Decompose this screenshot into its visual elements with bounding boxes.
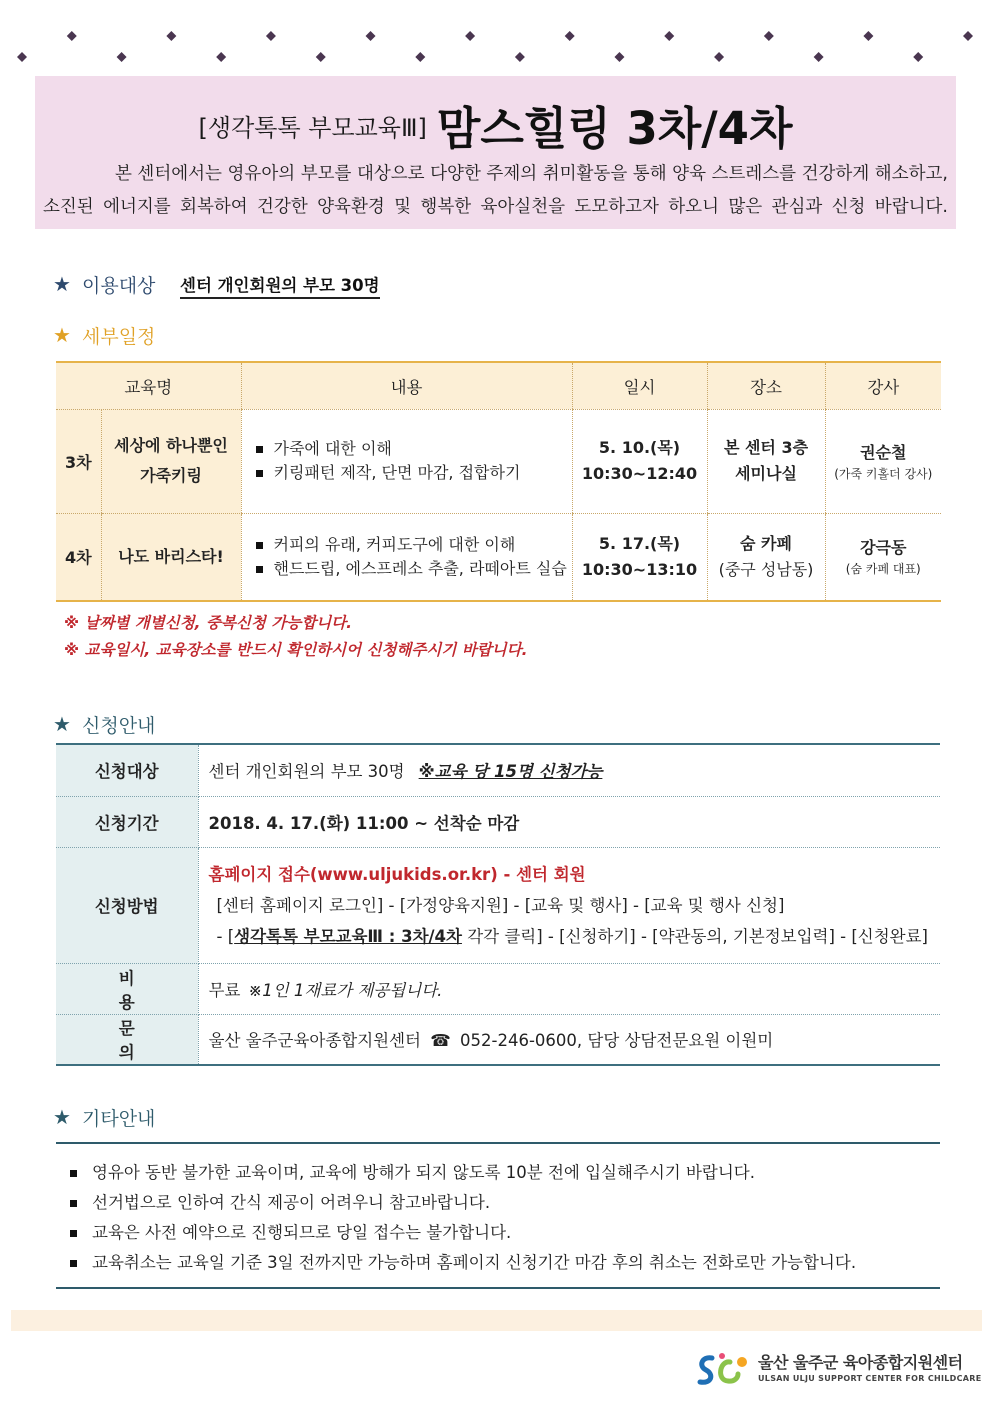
diamond-dot-icon: [366, 31, 376, 41]
cost-value: 무료: [208, 980, 241, 1000]
instructor-note: (가죽 키홀더 강사): [834, 466, 933, 481]
schedule-note: ※ 교육일시, 교육장소를 반드시 확인하시어 신청해주시기 바랍니다.: [64, 641, 528, 659]
target-value: 센터 개인회원의 부모 30명: [180, 272, 380, 299]
intro-line-2: 소진된 에너지를 회복하여 건강한 양육환경 및 행복한 육아실천을 도모하고자 하오니 많은 관심과 신청 바랍니다.: [43, 197, 948, 217]
method-line3-post: 각각 클릭] - [신청하기] - [약관동의, 기본정보입력] - [신청완료]: [461, 926, 928, 946]
etc-item: 영유아 동반 불가한 교육이며, 교육에 방해가 되지 않도록 10분 전에 입실해주시기 바랍니다.: [68, 1158, 940, 1188]
place-line: 본 센터 3층: [723, 438, 809, 457]
header-cell: 강사: [825, 362, 941, 409]
content-cell: [241, 409, 572, 513]
apply-label: 문 의: [56, 1014, 198, 1065]
etc-item: 선거법으로 인하여 간식 제공이 어려우니 참고바랍니다.: [68, 1188, 940, 1218]
instructor-cell: [825, 409, 941, 513]
diamond-dot-icon: [913, 52, 923, 62]
date: 5. 17.(목): [598, 533, 681, 553]
footer-bar: [11, 1310, 982, 1331]
diamond-dot-icon: [465, 31, 475, 41]
diamond-dot-icon: [266, 31, 276, 41]
contact-org: 울산 울주군육아종합지원센터: [208, 1031, 421, 1051]
intro-text: [43, 158, 948, 224]
table-row: [56, 513, 941, 601]
star-icon: ★: [53, 323, 71, 347]
apply-target-note: ※교육 당 15명 신청가능: [418, 762, 603, 782]
org-name: 울산 울주군 육아종합지원센터: [758, 1353, 963, 1372]
instructor-name: 권순철: [860, 442, 907, 462]
org-name-en: ULSAN ULJU SUPPORT CENTER FOR CHILDCARE: [758, 1374, 982, 1383]
diamond-dot-icon: [614, 52, 624, 62]
star-icon: ★: [53, 1105, 71, 1129]
place-line: 숨 카페: [740, 533, 792, 553]
header-cell: 일시: [572, 362, 707, 409]
place-line: (중구 성남동): [718, 559, 814, 579]
star-icon: ★: [53, 272, 71, 296]
etc-item: 교육취소는 교육일 기준 3일 전까지만 가능하며 홈페이지 신청기간 마감 후의 취소는 전화로만 가능합니다.: [68, 1248, 940, 1278]
org-logo: [696, 1350, 982, 1390]
table-row: [56, 796, 940, 847]
method-line3-pre: - [: [216, 926, 235, 946]
table-row: [56, 1014, 940, 1065]
diamond-dot-icon: [415, 52, 425, 62]
apply-label: 신청방법: [56, 847, 198, 963]
diamond-dot-icon: [67, 31, 77, 41]
header-banner: [35, 76, 956, 229]
diamond-dot-icon: [664, 31, 674, 41]
table-row: [56, 744, 940, 796]
diamond-dot-icon: [316, 52, 326, 62]
apply-method-value: [198, 847, 940, 963]
schedule-note: ※ 날짜별 개별신청, 중복신청 가능합니다.: [64, 614, 352, 632]
diamond-dot-icon: [714, 52, 724, 62]
diamond-dot-icon: [17, 52, 27, 62]
apply-label: 신청기간: [56, 796, 198, 847]
diamond-dot-icon: [814, 52, 824, 62]
instructor-note: (숨 카페 대표): [845, 562, 921, 577]
etc-box: [56, 1142, 940, 1289]
content-item: 커피의 유래, 커피도구에 대한 이해: [254, 533, 572, 557]
course-name-line: 세상에 하나뿐인: [114, 436, 228, 455]
apply-title: 신청안내: [82, 715, 156, 737]
diamond-dot-icon: [565, 31, 575, 41]
course-name-cell: [101, 409, 241, 513]
round-cell: 4차: [56, 513, 101, 601]
header-cell: 교육명: [56, 362, 241, 409]
instructor-cell: [825, 513, 941, 601]
apply-cost-value: [198, 963, 940, 1014]
place-cell: [707, 513, 825, 601]
method-line: [센터 홈페이지 로그인] - [가정양육지원] - [교육 및 행사] - [교육 및 행사 신청]: [216, 895, 785, 915]
datetime-cell: [572, 409, 707, 513]
star-icon: ★: [53, 712, 71, 736]
time: 10:30~13:10: [581, 559, 698, 579]
apply-label: 비 용: [56, 963, 198, 1014]
schedule-title: 세부일정: [82, 326, 156, 348]
header-cell: 장소: [707, 362, 825, 409]
place-line: 세미나실: [735, 464, 797, 483]
title-main: 맘스힐링 3차/4차: [436, 102, 793, 155]
table-row: [56, 963, 940, 1014]
diamond-dot-icon: [216, 52, 226, 62]
date: 5. 10.(목): [598, 438, 681, 457]
diamond-dot-icon: [515, 52, 525, 62]
diamond-dot-icon: [963, 31, 973, 41]
method-line: [209, 921, 941, 952]
apply-target-value: 센터 개인회원의 부모 30명: [208, 762, 405, 782]
page-title: [35, 92, 956, 157]
phone-icon: ☎: [430, 1031, 451, 1051]
time: 10:30~12:40: [581, 464, 698, 483]
apply-period-value: 2018. 4. 17.(화) 11:00 ~ 선착순 마감: [198, 796, 940, 847]
table-row: [56, 409, 941, 513]
datetime-cell: [572, 513, 707, 601]
target-label: 이용대상: [82, 275, 156, 297]
apply-table: [56, 743, 940, 1066]
title-prefix: [생각톡톡 부모교육Ⅲ]: [198, 114, 427, 142]
decorative-dots: [0, 26, 992, 66]
diamond-dot-icon: [117, 52, 127, 62]
apply-value: [198, 744, 940, 796]
apply-label: 신청대상: [56, 744, 198, 796]
etc-item: 교육은 사전 예약으로 진행되므로 당일 접수는 불가합니다.: [68, 1218, 940, 1248]
diamond-dot-icon: [863, 31, 873, 41]
header-cell: 내용: [241, 362, 572, 409]
content-item: 가죽에 대한 이해: [254, 437, 572, 461]
schedule-table: [56, 361, 941, 602]
instructor-name: 강극동: [860, 538, 907, 558]
content-cell: [241, 513, 572, 601]
apply-contact-value: [198, 1014, 940, 1065]
place-cell: [707, 409, 825, 513]
method-line3-course: 생각톡톡 부모교육Ⅲ : 3차/4차: [234, 926, 462, 946]
content-item: 키링패턴 제작, 단면 마감, 접합하기: [254, 461, 572, 485]
round-cell: 3차: [56, 409, 101, 513]
etc-title: 기타안내: [82, 1108, 156, 1130]
logo-mark-icon: [696, 1350, 752, 1390]
course-name-line: 가죽키링: [140, 466, 202, 485]
contact-phone: 052-246-0600, 담당 상담전문요원 이원미: [460, 1031, 774, 1051]
course-name-cell: [101, 513, 241, 601]
diamond-dot-icon: [764, 31, 774, 41]
cost-note: ※1인 1재료가 제공됩니다.: [248, 980, 443, 1000]
method-line: 홈페이지 접수(www.uljukids.or.kr) - 센터 회원: [208, 864, 586, 884]
diamond-dot-icon: [166, 31, 176, 41]
intro-line-1: 본 센터에서는 영유아의 부모를 대상으로 다양한 주제의 취미활동을 통해 양육 스트레스를 건강하게 해소하고,: [114, 164, 948, 184]
course-name-line: 나도 바리스타!: [118, 546, 224, 566]
schedule-header-row: [56, 362, 941, 409]
content-item: 핸드드립, 에스프레소 추출, 라떼아트 실습: [254, 557, 572, 581]
table-row: [56, 847, 940, 963]
